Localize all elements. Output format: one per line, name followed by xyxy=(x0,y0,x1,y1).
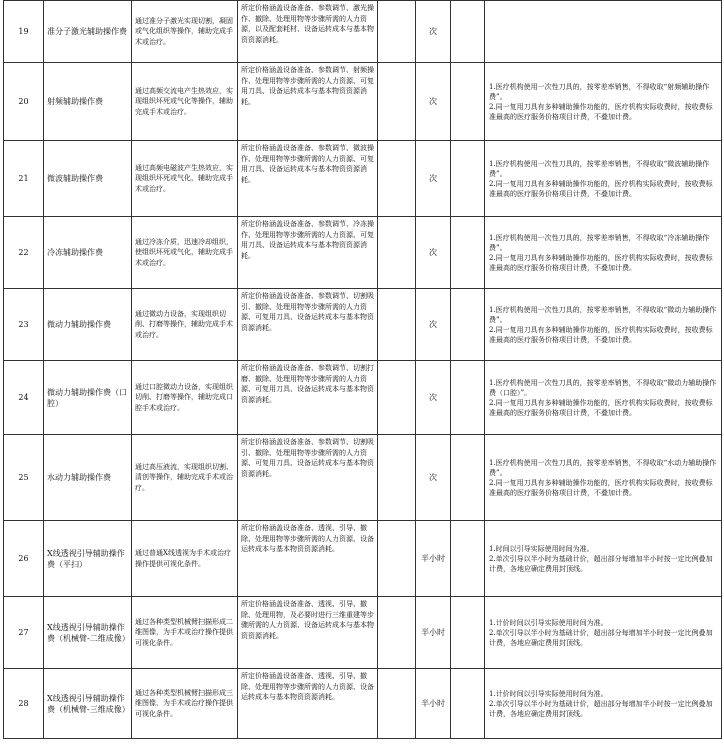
empty-cell xyxy=(451,63,485,141)
item-name-cell: 冷冻辅助操作费 xyxy=(44,217,132,289)
note-cell xyxy=(485,669,722,739)
note-cell xyxy=(485,361,722,435)
pricing-unit-cell: 半小时 xyxy=(416,597,451,669)
empty-cell xyxy=(451,597,485,669)
note-line: 2.同一复用刀具有多种辅助操作功能的，医疗机构实际收费时，按收费标准最高的医疗服务价格项目计费，不叠加计费。 xyxy=(489,102,713,121)
empty-cell xyxy=(378,521,416,597)
table-row xyxy=(4,1,722,63)
price-connotation-cell: 所定价格涵盖设备准备、参数调节、冷冻操作、处理用物等步骤所需的人力资源、可复用刀具、设备运转成本与基本物资资源消耗。 xyxy=(238,217,378,289)
pricing-table xyxy=(3,0,722,739)
note-line: 1.医疗机构使用一次性刀具的，按零差率销售，不得收取“微动力辅助操作费”。 xyxy=(489,305,717,324)
note-line: 2.单次引导以半小时为基础计价，超出部分每增加半小时按一定比例叠加计费，各地应确定费用封顶线。 xyxy=(489,554,713,573)
note-line: 1.医疗机构使用一次性刀具的，按零差率销售，不得收取“微波辅助操作费”。 xyxy=(489,159,710,178)
empty-cell xyxy=(378,1,416,63)
item-name-cell: 微动力辅助操作费 xyxy=(44,289,132,361)
note-line: 1.医疗机构使用一次性刀具的，按零差率销售，不得收取“微动力辅助操作费（口腔）”。 xyxy=(489,378,717,397)
item-name-cell: 微动力辅助操作费（口腔） xyxy=(44,361,132,435)
pricing-unit-cell: 次 xyxy=(416,289,451,361)
note-line: 2.同一复用刀具有多种辅助操作功能的，医疗机构实际收费时，按收费标准最高的医疗服务价格项目计费，不叠加计费。 xyxy=(489,478,713,497)
row-number-cell: 28 xyxy=(4,669,44,739)
row-number-cell: 26 xyxy=(4,521,44,597)
pricing-unit-cell: 半小时 xyxy=(416,669,451,739)
service-content-cell: 通过冷冻介质，迅速冷却组织，使组织坏死或气化，辅助完成手术或治疗。 xyxy=(132,217,238,289)
row-number-cell: 25 xyxy=(4,435,44,521)
note-cell xyxy=(485,597,722,669)
price-connotation-cell: 所定价格涵盖设备准备、参数调节、切割吸引、撤除、处理用物等步骤所需的人力资源、可复用刀具、设备运转成本与基本物资资源消耗。 xyxy=(238,435,378,521)
price-connotation-cell: 所定价格涵盖设备准备、参数调节、切割吸引、撤除、处理用物等步骤所需的人力资源、可复用刀具、设备运转成本与基本物资资源消耗。 xyxy=(238,289,378,361)
table-row xyxy=(4,361,722,435)
note-cell xyxy=(485,521,722,597)
row-number-cell: 22 xyxy=(4,217,44,289)
service-content-cell: 通过普通X线透视为手术或治疗操作提供可视化条件。 xyxy=(132,521,238,597)
service-content-cell: 通过高压液流，实现组织切割、清创等操作，辅助完成手术或治疗。 xyxy=(132,435,238,521)
price-connotation-cell: 所定价格涵盖设备准备、透视、引导、撤除、处理用物等步骤所需的人力资源、设备运转成本与基本物资资源消耗。 xyxy=(238,521,378,597)
item-name-cell: 水动力辅助操作费 xyxy=(44,435,132,521)
row-number-cell: 20 xyxy=(4,63,44,141)
service-content-cell: 通过微动力设备，实现组织切削、打磨等操作，辅助完成手术或治疗。 xyxy=(132,289,238,361)
table-row xyxy=(4,63,722,141)
empty-cell xyxy=(451,361,485,435)
table-row xyxy=(4,435,722,521)
item-name-cell: 微波辅助操作费 xyxy=(44,141,132,217)
note-cell xyxy=(485,141,722,217)
note-line: 2.同一复用刀具有多种辅助操作功能的，医疗机构实际收费时，按收费标准最高的医疗服务价格项目计费，不叠加计费。 xyxy=(489,179,713,198)
price-connotation-cell: 所定价格涵盖设备准备、参数调节、激光操作、撤除、处理用物等步骤所需的人力资源，以及配套耗材、设备运转成本与基本物资资源消耗。 xyxy=(238,1,378,63)
empty-cell xyxy=(451,669,485,739)
pricing-unit-cell: 次 xyxy=(416,217,451,289)
pricing-unit-cell: 次 xyxy=(416,361,451,435)
note-line: 1.计价时间以引导实际使用时间为准。 xyxy=(489,618,608,627)
item-name-cell: 准分子激光辅助操作费 xyxy=(44,1,132,63)
table-row xyxy=(4,289,722,361)
row-number-cell: 19 xyxy=(4,1,44,63)
price-connotation-cell: 所定价格涵盖设备准备、参数调节、微波操作、处理用物等步骤所需的人力资源、可复用刀具、设备运转成本与基本物资资源消耗。 xyxy=(238,141,378,217)
note-line: 1.医疗机构使用一次性刀具的，按零差率销售，不得收取“水动力辅助操作费”。 xyxy=(489,458,717,477)
note-cell xyxy=(485,289,722,361)
note-line: 2.同一复用刀具有多种辅助操作功能的，医疗机构实际收费时，按收费标准最高的医疗服务价格项目计费，不叠加计费。 xyxy=(489,253,713,272)
price-connotation-cell: 所定价格涵盖设备准备、参数调节、射频操作、处理用物等步骤所需的人力资源、可复用刀具、设备运转成本与基本物资资源消耗。 xyxy=(238,63,378,141)
empty-cell xyxy=(451,435,485,521)
empty-cell xyxy=(378,141,416,217)
service-content-cell: 通过高频交流电产生热效应，实现组织坏死或气化等操作，辅助完成手术或治疗。 xyxy=(132,63,238,141)
pricing-unit-cell: 次 xyxy=(416,435,451,521)
empty-cell xyxy=(378,597,416,669)
item-name-cell: X线透视引导辅助操作费（平扫） xyxy=(44,521,132,597)
price-connotation-cell: 所定价格涵盖设备准备、透视、引导、撤除、处理用物，及必要时进行三维重建等步骤所需的人力资源、设备运转成本与基本物资资源消耗。 xyxy=(238,597,378,669)
empty-cell xyxy=(451,1,485,63)
service-content-cell: 通过准分子激光实现切割，凝固或气化组织等操作，辅助完成手术或治疗。 xyxy=(132,1,238,63)
note-line: 2.同一复用刀具有多种辅助操作功能的，医疗机构实际收费时，按收费标准最高的医疗服务价格项目计费，不叠加计费。 xyxy=(489,398,713,417)
note-cell xyxy=(485,435,722,521)
pricing-unit-cell: 半小时 xyxy=(416,521,451,597)
row-number-cell: 24 xyxy=(4,361,44,435)
note-line: 1.时间以引导实际使用时间为准。 xyxy=(489,544,594,553)
note-line: 2.单次引导以半小时为基础计价，超出部分每增加半小时按一定比例叠加计费，各地应确定费用封顶线。 xyxy=(489,699,713,718)
row-number-cell: 23 xyxy=(4,289,44,361)
table-row xyxy=(4,521,722,597)
note-line: 2.同一复用刀具有多种辅助操作功能的，医疗机构实际收费时，按收费标准最高的医疗服务价格项目计费，不叠加计费。 xyxy=(489,325,713,344)
empty-cell xyxy=(378,63,416,141)
item-name-cell: X线透视引导辅助操作费（机械臂-二维成像） xyxy=(44,597,132,669)
pricing-unit-cell: 次 xyxy=(416,141,451,217)
empty-cell xyxy=(378,361,416,435)
row-number-cell: 21 xyxy=(4,141,44,217)
note-cell xyxy=(485,1,722,63)
table-body xyxy=(4,1,722,739)
note-line: 1.医疗机构使用一次性刀具的，按零差率销售，不得收取“射频辅助操作费”。 xyxy=(489,82,710,101)
row-number-cell: 27 xyxy=(4,597,44,669)
note-cell xyxy=(485,63,722,141)
note-line: 1.计价时间以引导实际使用时间为准。 xyxy=(489,689,608,698)
service-content-cell: 通过高频电磁波产生热效应，实现组织坏死或气化，辅助完成手术或治疗。 xyxy=(132,141,238,217)
note-line: 1.医疗机构使用一次性刀具的，按零差率销售，不得收取“冷冻辅助操作费”。 xyxy=(489,233,710,252)
empty-cell xyxy=(378,435,416,521)
empty-cell xyxy=(451,289,485,361)
table-row xyxy=(4,217,722,289)
pricing-unit-cell: 次 xyxy=(416,63,451,141)
empty-cell xyxy=(378,217,416,289)
table-row xyxy=(4,597,722,669)
note-cell xyxy=(485,217,722,289)
table-row xyxy=(4,669,722,739)
service-content-cell: 通过口腔微动力设备，实现组织切削、打磨等操作，辅助完成口腔手术或治疗。 xyxy=(132,361,238,435)
empty-cell xyxy=(451,217,485,289)
service-content-cell: 通过各种类型机械臂扫描形成三维图像，为手术或治疗操作提供可视化条件。 xyxy=(132,669,238,739)
item-name-cell: 射频辅助操作费 xyxy=(44,63,132,141)
item-name-cell: X线透视引导辅助操作费（机械臂-三维成像） xyxy=(44,669,132,739)
pricing-unit-cell: 次 xyxy=(416,1,451,63)
empty-cell xyxy=(451,141,485,217)
price-connotation-cell: 所定价格涵盖设备准备、参数调节、切割打磨、撤除、处理用物等步骤所需的人力资源、可复用刀具、设备运转成本与基本物资资源消耗。 xyxy=(238,361,378,435)
empty-cell xyxy=(451,521,485,597)
price-connotation-cell: 所定价格涵盖设备准备、透视、引导、撤除、处理用物等步骤所需的人力资源、设备运转成本与基本物资资源消耗。 xyxy=(238,669,378,739)
table-row xyxy=(4,141,722,217)
empty-cell xyxy=(378,669,416,739)
service-content-cell: 通过各种类型机械臂扫描形成二维图像，为手术或治疗操作提供可视化条件。 xyxy=(132,597,238,669)
note-line: 2.单次引导以半小时为基础计价，超出部分每增加半小时按一定比例叠加计费，各地应确定费用封顶线。 xyxy=(489,628,713,647)
empty-cell xyxy=(378,289,416,361)
